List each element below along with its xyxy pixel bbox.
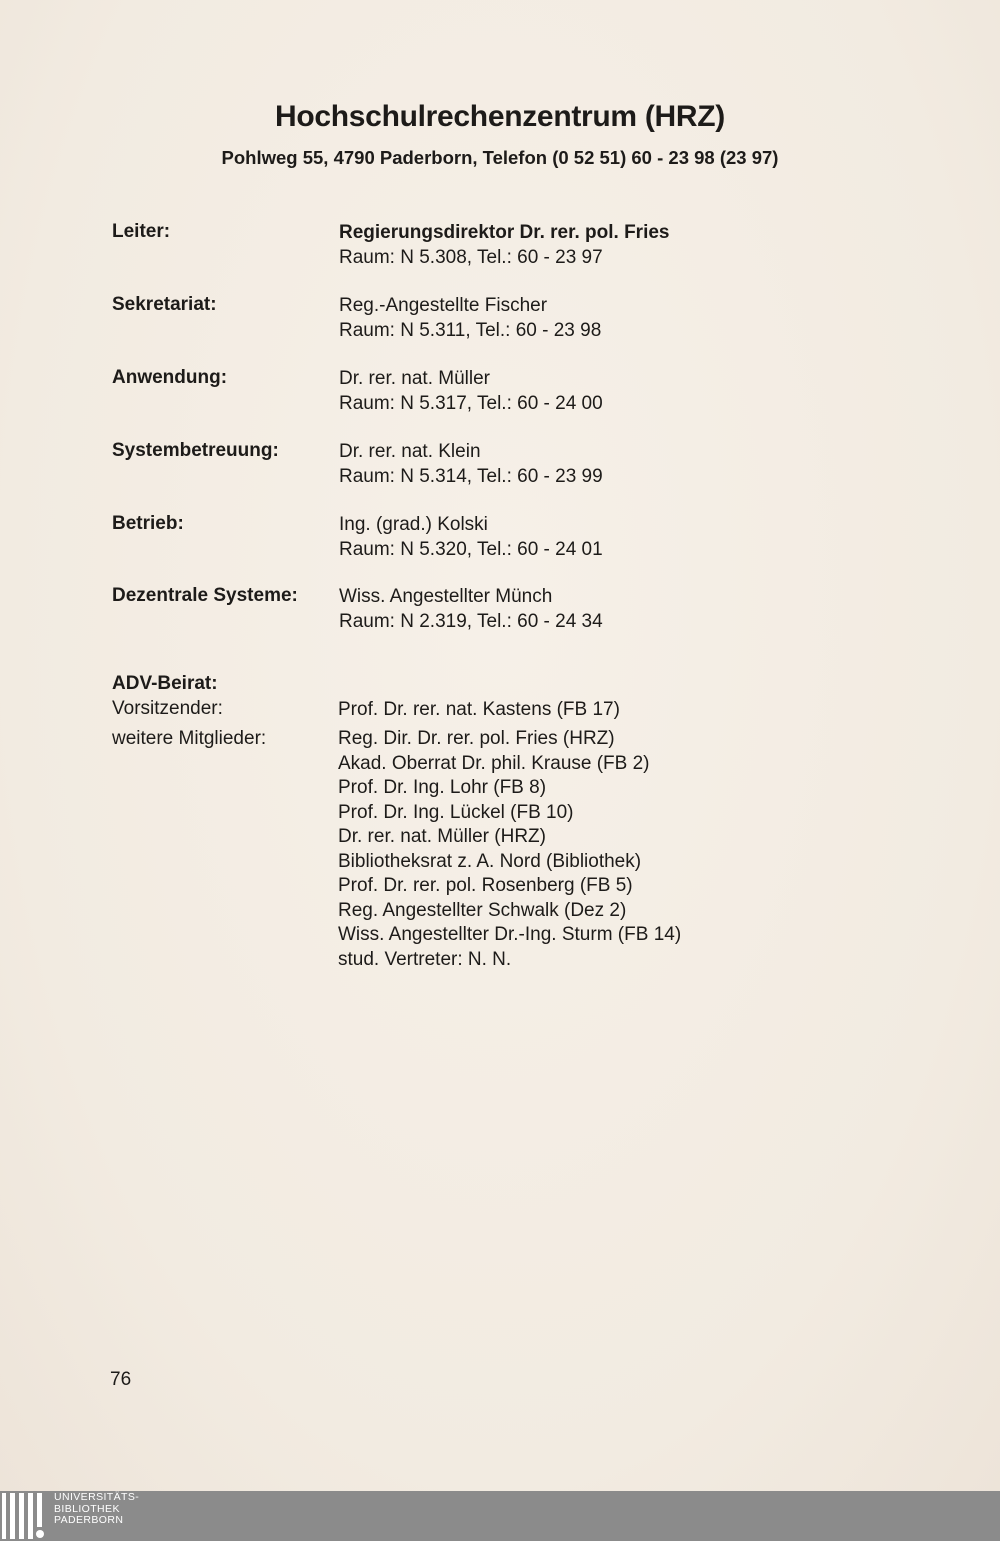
- list-item: Prof. Dr. Ing. Lohr (FB 8): [338, 777, 547, 798]
- staff-label: Leiter:: [112, 221, 171, 242]
- staff-name: Ing. (grad.) Kolski: [339, 514, 488, 535]
- list-item: Reg. Dir. Dr. rer. pol. Fries (HRZ): [338, 728, 615, 749]
- list-item: stud. Vertreter: N. N.: [338, 948, 512, 970]
- list-item: Akad. Oberrat Dr. phil. Krause (FB 2): [338, 752, 650, 774]
- chair-label: Vorsitzender:: [112, 698, 223, 719]
- staff-room: Raum: N 5.311, Tel.: 60 - 23 98: [339, 319, 602, 341]
- address-line: Pohlweg 55, 4790 Paderborn, Telefon (0 52 51) 60 - 23 98 (23 97): [221, 147, 779, 168]
- footer-bar: [0, 1491, 1000, 1541]
- page-number: 76: [110, 1369, 132, 1390]
- list-item: Dr. rer. nat. Müller (HRZ): [338, 826, 546, 847]
- staff-room: Raum: N 5.317, Tel.: 60 - 24 00: [339, 392, 603, 414]
- chair-name: Prof. Dr. rer. nat. Kastens (FB 17): [338, 699, 620, 720]
- staff-room: Raum: N 2.319, Tel.: 60 - 24 34: [339, 610, 603, 632]
- members-label: weitere Mitglieder:: [112, 728, 267, 749]
- list-item: Bibliotheksrat z. A. Nord (Bibliothek): [338, 850, 642, 872]
- list-item: Prof. Dr. rer. pol. Rosenberg (FB 5): [338, 875, 633, 896]
- staff-label: Sekretariat:: [112, 294, 217, 315]
- list-item: Wiss. Angestellter Dr.-Ing. Sturm (FB 14): [338, 924, 682, 945]
- staff-name: Regierungsdirektor Dr. rer. pol. Fries: [339, 222, 670, 243]
- staff-name: Dr. rer. nat. Müller: [339, 368, 490, 389]
- page-title: Hochschulrechenzentrum (HRZ): [275, 100, 725, 133]
- list-item: Reg. Angestellter Schwalk (Dez 2): [338, 899, 627, 921]
- staff-room: Raum: N 5.314, Tel.: 60 - 23 99: [339, 465, 603, 487]
- library-logo-text: UNIVERSITÄTS- BIBLIOTHEK PADERBORN: [54, 1491, 140, 1526]
- staff-room: Raum: N 5.308, Tel.: 60 - 23 97: [339, 246, 603, 268]
- staff-room: Raum: N 5.320, Tel.: 60 - 24 01: [339, 538, 603, 560]
- library-logo-icon: [2, 1493, 48, 1539]
- staff-name: Wiss. Angestellter Münch: [339, 586, 553, 607]
- adv-section-title: ADV-Beirat:: [112, 673, 218, 694]
- staff-name: Dr. rer. nat. Klein: [339, 441, 481, 462]
- staff-name: Reg.-Angestellte Fischer: [339, 295, 548, 316]
- staff-label: Dezentrale Systeme:: [112, 585, 298, 606]
- staff-label: Betrieb:: [112, 513, 184, 534]
- list-item: Prof. Dr. Ing. Lückel (FB 10): [338, 801, 574, 823]
- members-list: [338, 727, 681, 972]
- staff-label: Anwendung:: [112, 367, 228, 388]
- staff-label: Systembetreuung:: [112, 440, 279, 461]
